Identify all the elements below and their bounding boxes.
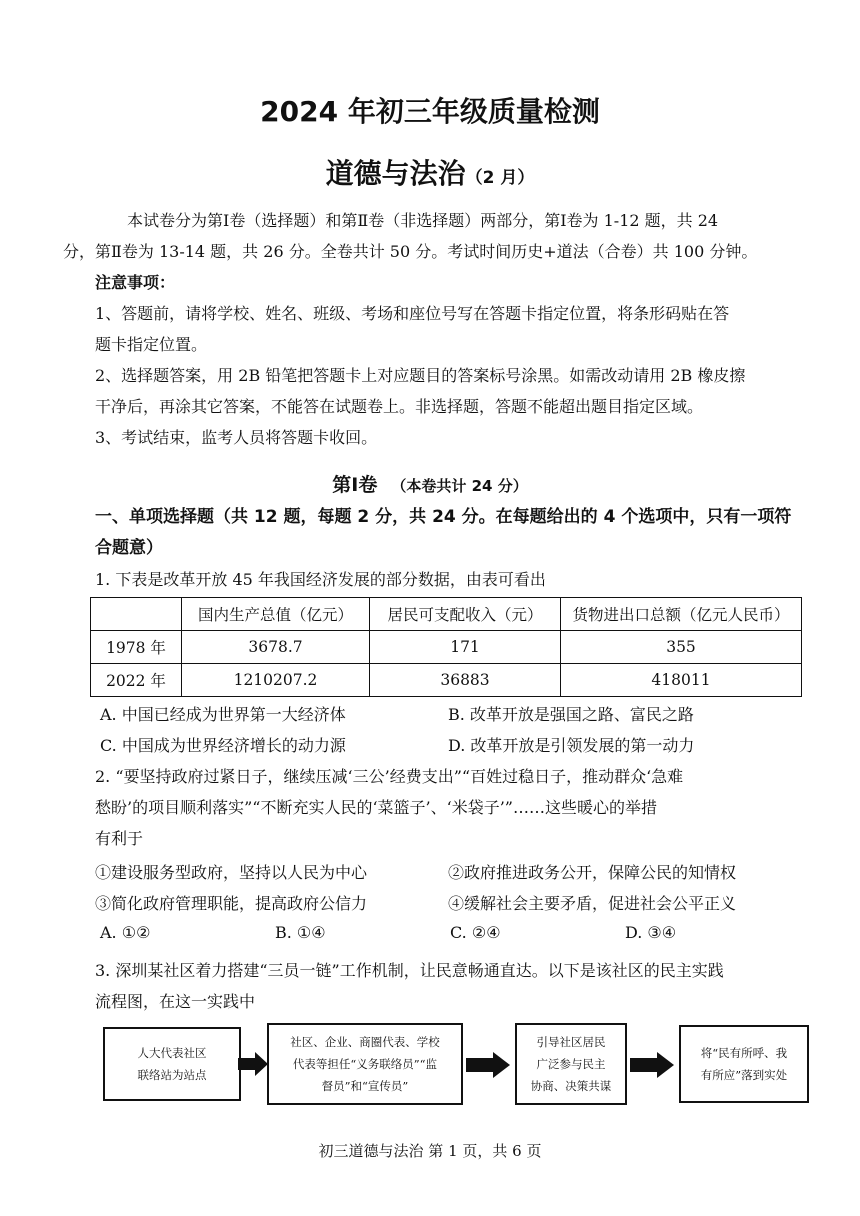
flow-step-1-line: 联络站为站点 [137,1068,207,1082]
part-line-2: 合题意） [95,538,163,558]
q2-option-a: A. ①② [100,923,151,942]
table-header-cell: 货物进出口总额（亿元人民币） [561,598,802,631]
section-note: （本卷共计 24 分） [391,477,528,495]
exam-intro [63,205,785,267]
flow-arrow-icon [630,1052,674,1078]
q2-statement-1: ①建设服务型政府，坚持以人民为中心 [95,863,368,882]
section-title: 第Ⅰ卷 [332,474,378,496]
page-footer: 初三道德与法治 第 1 页，共 6 页 [318,1142,542,1160]
exam-subject [0,152,860,192]
table-cell: 2022 年 [91,664,182,697]
flow-step-1 [103,1027,241,1101]
q2-stem-line: 2. “要坚持政府过紧日子，继续压减‘三公’经费支出”“百姓过稳日子，推动群众‘急难 [95,767,684,786]
notes-section [95,267,785,453]
note-item-2-line-1: 2、选择题答案，用 2B 铅笔把答题卡上对应题目的答案标号涂黑。如需改动请用 2B 橡皮擦 [95,366,746,385]
subject-note: （2 月） [465,168,535,188]
q1-option-b: B. 改革开放是强国之路、富民之路 [448,705,694,724]
flow-arrow-icon [466,1052,510,1078]
table-cell: 1978 年 [91,631,182,664]
flow-step-3-line: 引导社区居民 [536,1035,606,1049]
intro-line-2: 分，第Ⅱ卷为 13-14 题，共 26 分。全卷共计 50 分。考试时间历史+道法（合卷）共 100 分钟。 [63,242,758,261]
flow-step-4 [679,1025,809,1103]
note-item-3-line-1: 3、考试结束，监考人员将答题卡收回。 [95,428,378,447]
q2-option-c: C. ②④ [450,923,501,942]
table-header-row [91,598,802,631]
flow-step-2-line: 督员”和“宣传员” [321,1079,409,1093]
table-header-cell: 国内生产总值（亿元） [182,598,370,631]
q2-option-d: D. ③④ [625,923,677,942]
q1-option-a: A. 中国已经成为世界第一大经济体 [100,705,346,724]
exam-title: 2024 年初三年级质量检测 [260,95,600,128]
table-cell: 171 [370,631,561,664]
q2-statement-3: ③简化政府管理职能，提高政府公信力 [95,894,368,913]
q1-stem: 1. 下表是改革开放 45 年我国经济发展的部分数据，由表可看出 [95,570,546,589]
q2-statement-2: ②政府推进政务公开，保障公民的知情权 [448,863,737,882]
table-cell: 418011 [561,664,802,697]
flow-arrow-icon [238,1052,268,1076]
q2-stem-line: 有利于 [95,829,144,848]
flow-step-4-line: 有所应”落到实处 [700,1068,788,1082]
q3-stem-line: 3. 深圳某社区着力搭建“三员一链”工作机制，让民意畅通直达。以下是该社区的民主实践 [95,961,724,980]
flow-step-3-line: 广泛参与民主 [536,1057,606,1071]
note-item-2-line-2: 干净后，再涂其它答案，不能答在试题卷上。非选择题，答题不能超出题目指定区域。 [95,397,704,416]
q1-option-d: D. 改革开放是引领发展的第一动力 [448,736,695,755]
q1-option-c: C. 中国成为世界经济增长的动力源 [100,736,346,755]
q2-stem-line: 愁盼’的项目顺利落实”“不断充实人民的‘菜篮子’、‘米袋子’”……这些暖心的举措 [95,798,657,817]
table-row [91,664,802,697]
q1-data-table [90,597,802,697]
q2-stem [95,761,795,854]
intro-line-1: 本试卷分为第Ⅰ卷（选择题）和第Ⅱ卷（非选择题）两部分，第Ⅰ卷为 1-12 题，共 24 [127,211,719,230]
flow-step-3 [515,1023,627,1105]
part-line-1: 一、单项选择题（共 12 题，每题 2 分，共 24 分。在每题给出的 4 个选项中，只有一项符 [95,507,792,527]
flow-step-2 [267,1023,463,1105]
subject-name: 道德与法治 [325,157,466,190]
table-cell: 355 [561,631,802,664]
q3-stem [95,955,795,1017]
flow-step-3-line: 协商、决策共谋 [530,1079,612,1093]
table-cell: 1210207.2 [182,664,370,697]
note-item-1-line-2: 题卡指定位置。 [95,335,208,354]
q2-statement-4: ④缓解社会主要矛盾，促进社会公平正义 [448,894,737,913]
q3-stem-line: 流程图，在这一实践中 [95,992,256,1011]
flow-step-4-line: 将“民有所呼、我 [700,1046,788,1060]
section-heading [0,470,860,497]
part-instructions [95,502,795,564]
notes-heading: 注意事项： [95,273,176,292]
flow-step-1-line: 人大代表社区 [137,1046,207,1060]
table-row [91,631,802,664]
table-cell: 3678.7 [182,631,370,664]
table-header-cell: 居民可支配收入（元） [370,598,561,631]
table-header-cell [91,598,182,631]
table-cell: 36883 [370,664,561,697]
flow-step-2-line: 代表等担任“义务联络员”“监 [292,1057,438,1071]
q2-option-b: B. ①④ [275,923,326,942]
flow-step-2-line: 社区、企业、商圈代表、学校 [290,1035,440,1049]
note-item-1-line-1: 1、答题前，请将学校、姓名、班级、考场和座位号写在答题卡指定位置，将条形码贴在答 [95,304,730,323]
